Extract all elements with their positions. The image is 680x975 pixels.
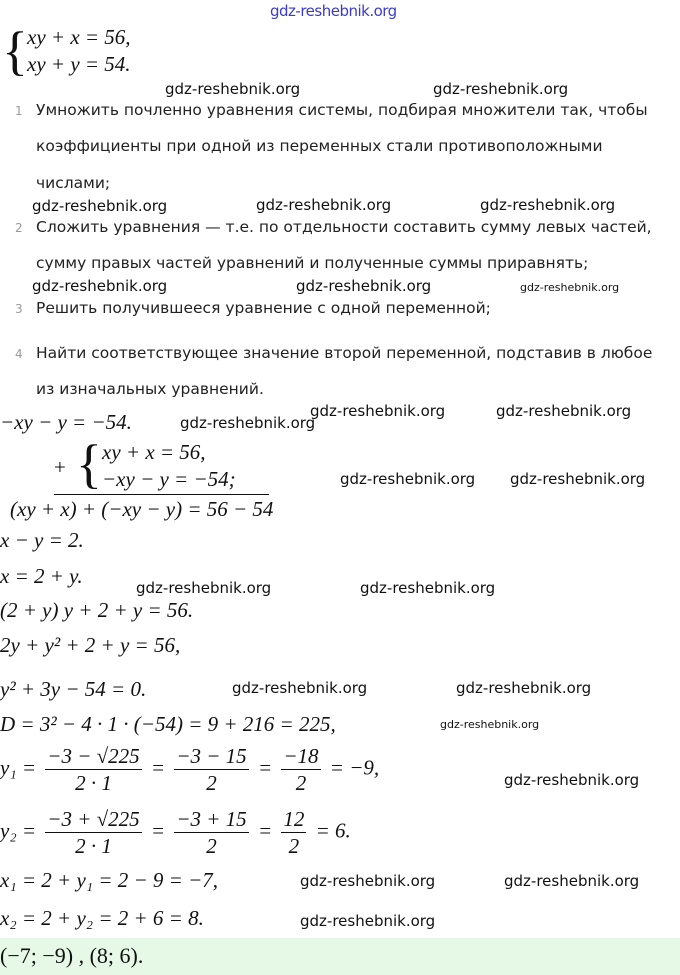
watermark: gdz-reshebnik.org [165,80,301,98]
math-line: x = 2 + y. [0,564,83,588]
system-eq2: xy + y = 54. [27,52,131,76]
system-brace: { [76,434,102,494]
math-line: y² + 3y − 54 = 0. [0,677,147,701]
math-line: xy + x = 56, [102,440,206,464]
watermark: gdz-reshebnik.org [180,414,316,432]
step-text: из изначальных уравнений. [36,380,264,398]
watermark: gdz-reshebnik.org [504,771,640,789]
watermark: gdz-reshebnik.org [510,470,646,488]
step-number: 1 [15,104,23,118]
watermark: gdz-reshebnik.org [433,80,569,98]
step-text: числами; [36,174,111,192]
step-text: Решить получившееся уравнение с одной переменной; [36,299,491,317]
step-text: Найти соответствующее значение второй переменной, подставив в любое [36,344,653,362]
sum-line [54,494,269,495]
math-line: x₁ = 2 + y₁ = 2 − 9 = −7, [0,868,219,892]
watermark: gdz-reshebnik.org [504,872,640,890]
answer-box [0,938,680,975]
watermark: gdz-reshebnik.org [300,912,436,930]
watermark: gdz-reshebnik.org [310,402,446,420]
step-number: 3 [15,302,23,316]
step-text: Сложить уравнения — т.е. по отдельности составить сумму левых частей, [36,218,652,236]
step-number: 4 [15,347,23,361]
math-line: x₂ = 2 + y₂ = 2 + 6 = 8. [0,906,204,930]
step-number: 2 [15,221,23,235]
y2-line: y₂ = $\frac{-3 + √225}{2 \cdot 1}$ = $\frac{-3 + 15}{2}$ = $\frac{12}{2}$ = 6. [0,807,351,858]
watermark: gdz-reshebnik.org [296,277,432,295]
watermark: gdz-reshebnik.org [136,579,272,597]
watermark: gdz-reshebnik.org [270,2,397,20]
watermark: gdz-reshebnik.org [520,281,620,294]
watermark: gdz-reshebnik.org [256,196,392,214]
watermark: gdz-reshebnik.org [32,197,168,215]
answer-text: (−7; −9) , (8; 6). [0,943,144,968]
step-text: сумму правых частей уравнений и полученные суммы приравнять; [36,254,589,272]
step-text: Умножить почленно уравнения системы, подбирая множители так, чтобы [36,101,648,119]
watermark: gdz-reshebnik.org [32,277,168,295]
step-text: коэффициенты при одной из переменных стали противоположными [36,137,603,155]
y1-line: y₁ = $\frac{-3 - √225}{2 \cdot 1}$ = $\frac{-3 - 15}{2}$ = $\frac{-18}{2}$ = −9, [0,744,380,795]
math-line: x − y = 2. [0,528,84,552]
watermark: gdz-reshebnik.org [496,402,632,420]
math-line: (xy + x) + (−xy − y) = 56 − 54 [10,497,274,521]
math-line: −xy − y = −54. [0,410,132,434]
system-eq1: xy + x = 56, [27,25,131,49]
watermark: gdz-reshebnik.org [456,679,592,697]
watermark: gdz-reshebnik.org [480,196,616,214]
math-line: D = 3² − 4 · 1 · (−54) = 9 + 216 = 225, [0,712,336,736]
watermark: gdz-reshebnik.org [232,679,368,697]
math-line: 2y + y² + 2 + y = 56, [0,633,181,657]
plus-sign: + [54,455,66,479]
watermark: gdz-reshebnik.org [340,470,476,488]
watermark: gdz-reshebnik.org [440,718,540,731]
system-brace: { [2,21,28,81]
math-line: (2 + y) y + 2 + y = 56. [0,598,194,622]
watermark: gdz-reshebnik.org [300,872,436,890]
math-line: −xy − y = −54; [102,467,236,491]
watermark: gdz-reshebnik.org [360,579,496,597]
